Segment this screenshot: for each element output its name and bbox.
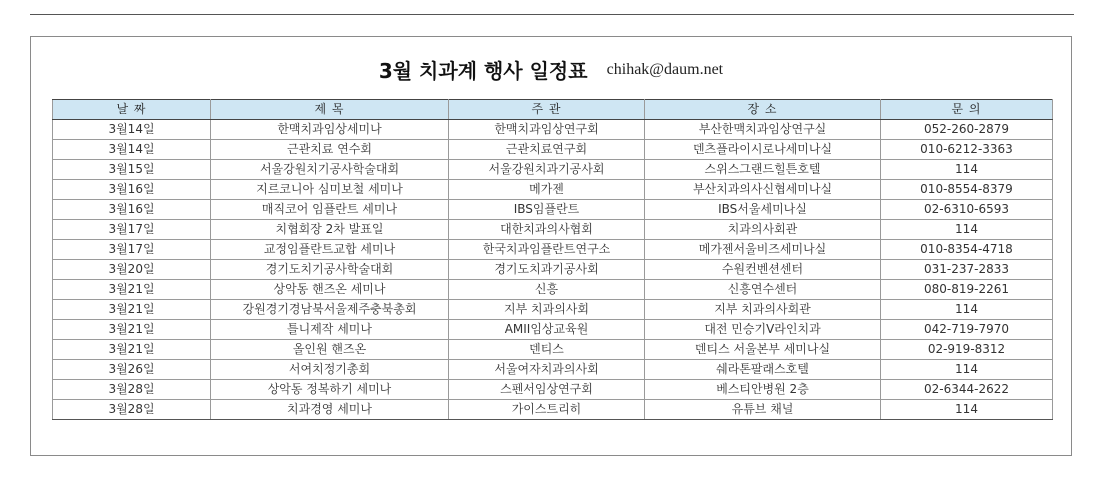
cell-venue: 덴티스 서울본부 세미나실 <box>645 340 881 360</box>
cell-contact: 080-819-2261 <box>881 280 1053 300</box>
schedule-table <box>52 99 1053 420</box>
table-row <box>53 280 1053 300</box>
cell-venue: 스위스그랜드힐튼호텔 <box>645 160 881 180</box>
cell-host: 가이스트리히 <box>449 400 645 420</box>
cell-venue: 덴츠플라이시로나세미나실 <box>645 140 881 160</box>
cell-contact: 02-6310-6593 <box>881 200 1053 220</box>
cell-title: 근관치료 연수회 <box>211 140 449 160</box>
cell-date: 3월21일 <box>53 300 211 320</box>
cell-venue: 대전 민승기V라인치과 <box>645 320 881 340</box>
cell-title: 치협회장 2차 발표일 <box>211 220 449 240</box>
table-row <box>53 160 1053 180</box>
title-row <box>31 55 1071 84</box>
table-row <box>53 180 1053 200</box>
cell-date: 3월17일 <box>53 240 211 260</box>
cell-venue: 유튜브 채널 <box>645 400 881 420</box>
cell-contact: 114 <box>881 400 1053 420</box>
cell-title: 서울강원치기공사학술대회 <box>211 160 449 180</box>
table-row <box>53 240 1053 260</box>
cell-title: 올인원 핸즈온 <box>211 340 449 360</box>
cell-contact: 114 <box>881 360 1053 380</box>
schedule-panel <box>30 36 1072 456</box>
table-row <box>53 140 1053 160</box>
table-header-row <box>53 100 1053 120</box>
column-header-venue: 장 소 <box>645 100 881 120</box>
table-row <box>53 300 1053 320</box>
cell-date: 3월21일 <box>53 280 211 300</box>
column-header-date: 날 짜 <box>53 100 211 120</box>
cell-date: 3월16일 <box>53 200 211 220</box>
table-row <box>53 120 1053 140</box>
cell-host: 서울여자치과의사회 <box>449 360 645 380</box>
cell-venue: 베스티안병원 2층 <box>645 380 881 400</box>
cell-date: 3월14일 <box>53 140 211 160</box>
cell-contact: 010-8554-8379 <box>881 180 1053 200</box>
cell-date: 3월21일 <box>53 340 211 360</box>
cell-venue: 메가젠서울비즈세미나실 <box>645 240 881 260</box>
cell-venue: 신흥연수센터 <box>645 280 881 300</box>
table-row <box>53 260 1053 280</box>
top-divider <box>30 14 1074 15</box>
table-row <box>53 200 1053 220</box>
cell-venue: 쉐라톤팔래스호텔 <box>645 360 881 380</box>
cell-date: 3월28일 <box>53 400 211 420</box>
cell-contact: 02-919-8312 <box>881 340 1053 360</box>
cell-title: 상악동 정복하기 세미나 <box>211 380 449 400</box>
cell-host: 덴티스 <box>449 340 645 360</box>
table-row <box>53 340 1053 360</box>
cell-host: 서울강원치과기공사회 <box>449 160 645 180</box>
cell-contact: 010-8354-4718 <box>881 240 1053 260</box>
cell-date: 3월14일 <box>53 120 211 140</box>
table-body <box>53 120 1053 420</box>
cell-contact: 010-6212-3363 <box>881 140 1053 160</box>
cell-contact: 114 <box>881 300 1053 320</box>
cell-title: 한맥치과임상세미나 <box>211 120 449 140</box>
cell-host: AMII임상교육원 <box>449 320 645 340</box>
cell-venue: 부산치과의사신협세미나실 <box>645 180 881 200</box>
table-row <box>53 320 1053 340</box>
cell-venue: 치과의사회관 <box>645 220 881 240</box>
cell-title: 경기도치기공사학술대회 <box>211 260 449 280</box>
column-header-host: 주 관 <box>449 100 645 120</box>
column-header-title: 제 목 <box>211 100 449 120</box>
cell-title: 지르코니아 심미보철 세미나 <box>211 180 449 200</box>
table-row <box>53 360 1053 380</box>
cell-venue: 지부 치과의사회관 <box>645 300 881 320</box>
table-row <box>53 380 1053 400</box>
cell-date: 3월17일 <box>53 220 211 240</box>
cell-date: 3월20일 <box>53 260 211 280</box>
cell-host: 신흥 <box>449 280 645 300</box>
cell-title: 틀니제작 세미나 <box>211 320 449 340</box>
cell-title: 교정임플란트교합 세미나 <box>211 240 449 260</box>
cell-host: 메가젠 <box>449 180 645 200</box>
cell-host: 근관치료연구회 <box>449 140 645 160</box>
cell-host: 스펜서임상연구회 <box>449 380 645 400</box>
cell-host: IBS임플란트 <box>449 200 645 220</box>
cell-contact: 114 <box>881 220 1053 240</box>
cell-host: 지부 치과의사회 <box>449 300 645 320</box>
cell-contact: 031-237-2833 <box>881 260 1053 280</box>
cell-contact: 042-719-7970 <box>881 320 1053 340</box>
cell-venue: IBS서울세미나실 <box>645 200 881 220</box>
cell-date: 3월26일 <box>53 360 211 380</box>
cell-contact: 052-260-2879 <box>881 120 1053 140</box>
cell-title: 매직코어 임플란트 세미나 <box>211 200 449 220</box>
page-title: 3월 치과계 행사 일정표 <box>378 59 588 83</box>
cell-host: 경기도치과기공사회 <box>449 260 645 280</box>
cell-title: 서여치정기총회 <box>211 360 449 380</box>
cell-contact: 114 <box>881 160 1053 180</box>
cell-venue: 수원컨벤션센터 <box>645 260 881 280</box>
cell-date: 3월15일 <box>53 160 211 180</box>
table-row <box>53 220 1053 240</box>
cell-host: 한국치과임플란트연구소 <box>449 240 645 260</box>
cell-venue: 부산한맥치과임상연구실 <box>645 120 881 140</box>
cell-host: 한맥치과임상연구회 <box>449 120 645 140</box>
cell-title: 상악동 핸즈온 세미나 <box>211 280 449 300</box>
cell-host: 대한치과의사협회 <box>449 220 645 240</box>
column-header-contact: 문 의 <box>881 100 1053 120</box>
cell-date: 3월28일 <box>53 380 211 400</box>
contact-email: chihak@daum.net <box>606 60 724 78</box>
cell-title: 치과경영 세미나 <box>211 400 449 420</box>
cell-date: 3월16일 <box>53 180 211 200</box>
cell-contact: 02-6344-2622 <box>881 380 1053 400</box>
cell-date: 3월21일 <box>53 320 211 340</box>
cell-title: 강원경기경남북서울제주충북총회 <box>211 300 449 320</box>
table-row <box>53 400 1053 420</box>
